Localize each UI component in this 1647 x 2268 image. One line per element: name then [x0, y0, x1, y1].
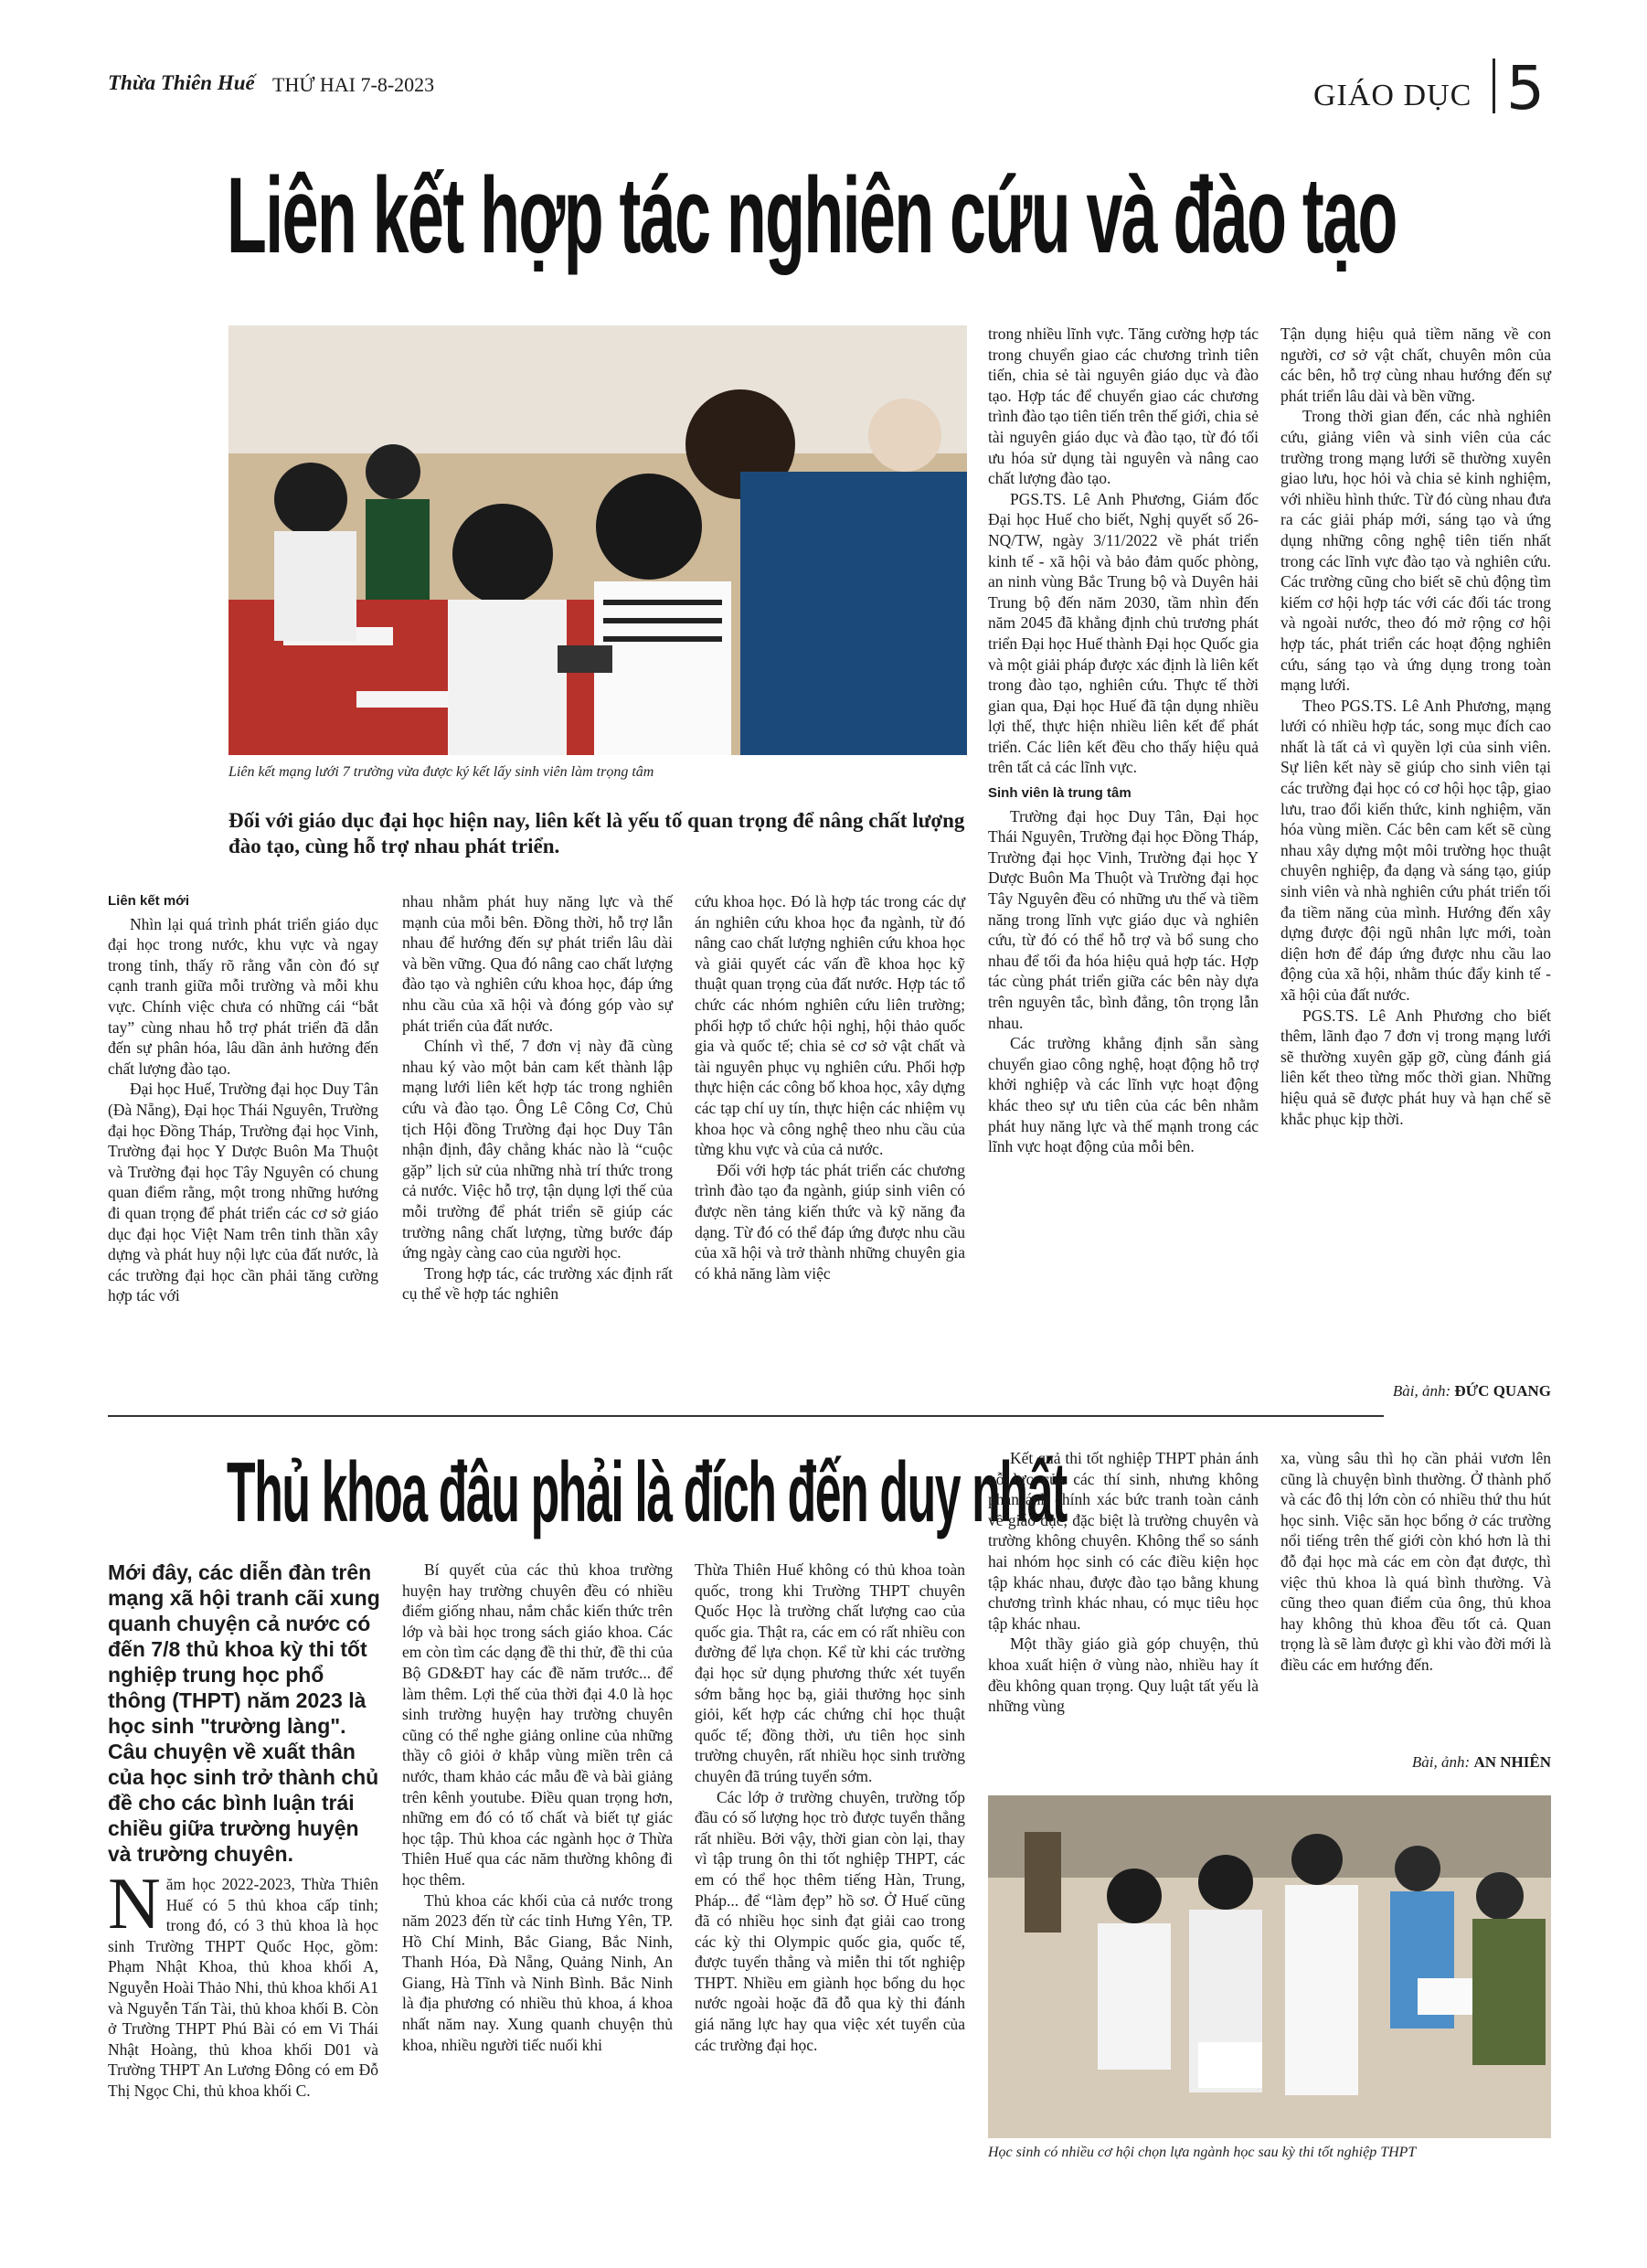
issue-date: THỨ HAI 7-8-2023	[272, 73, 435, 96]
paragraph: xa, vùng sâu thì họ cần phải vươn lên cũng là chuyện bình thường. Ở thành phố và các đô thị lớn còn có nhiều thứ thu hút học sinh. Việc săn học bổng ở các trường nổi tiếng trên thế giới còn khó hơn là thi đỗ đại học mà các em còn đạt được, thì việc thủ khoa là quá bình thường. Và cũng theo quan điểm của ông, thủ khoa hay không thủ khoa đều tốt cả. Quan trọng là sẽ làm được gì khi vào đời mới là điều các em hướng đến.	[1280, 1449, 1551, 1674]
article2-photo	[988, 1795, 1551, 2138]
article1-column-3	[695, 891, 965, 1283]
article1-headline: Liên kết hợp tác nghiên cứu và đào tạo	[227, 156, 1397, 276]
paragraph: Thừa Thiên Huế không có thủ khoa toàn quốc, trong khi Trường THPT chuyên Quốc Học là trường chất lượng cao của quốc gia. Thật ra, các em có rất nhiều con đường để lựa chọn. Kể từ khi các trường đại học sử dụng phương thức xét tuyển sớm bằng học bạ, giải thưởng học sinh giỏi, kết hợp các chứng chỉ học thuật quốc tế; đồng thời, ưu tiên học sinh trường chuyên, rất nhiều học sinh trường chuyên đã trúng tuyển sớm.	[695, 1560, 965, 1785]
paragraph: Nhìn lại quá trình phát triển giáo dục đại học trong nước, khu vực và ngay trong tỉnh, thấy rõ rằng vẫn còn đó sự cạnh tranh giữa mỗi trường và mỗi khu vực. Chính việc chưa có những cái “bắt tay” cùng nhau hỗ trợ phát triển đã dẫn đến sự phân hóa, lâu dần ảnh hưởng đến chất lượng đào tạo.	[108, 914, 378, 1078]
paragraph: Các lớp ở trường chuyên, trường tốp đầu có số lượng học trò được tuyển thẳng rất nhiều. Bởi vậy, thời gian còn lại, thay vì tập trung ôn thi tốt nghiệp THPT, các em có thể học thêm tiếng Hàn, Trung, Pháp... để “làm đẹp” hồ sơ. Ở Huế cũng đã có nhiều học sinh đạt giải cao trong các kỳ thi Olympic quốc gia, quốc tế, được tuyển thẳng và miễn thi tốt nghiệp THPT. Nhiều em giành học bổng du học nước ngoài hoặc đã đỗ qua kỳ thi đánh giá năng lực hay qua việc xét tuyển của các trường đại học.	[695, 1787, 965, 2054]
paragraph: Đối với hợp tác phát triển các chương trình đào tạo đa ngành, giúp sinh viên có được nền tảng kiến thức và kỹ năng đa dạng. Từ đó có thể đáp ứng được nhu cầu của xã hội và trở thành những chuyên gia có khả năng làm việc	[695, 1160, 965, 1283]
article1-column-1	[108, 891, 378, 1306]
paragraph: nhau nhằm phát huy năng lực và thế mạnh của mỗi bên. Đồng thời, hỗ trợ lẫn nhau để hướng đến sự phát triển lâu dài và bền vững. Qua đó nâng cao chất lượng đào tạo và nghiên cứu khoa học, đáp ứng nhu cầu của xã hội và đóng góp vào sự phát triển của đất nước.	[402, 892, 673, 1035]
article1-photo-caption: Liên kết mạng lưới 7 trường vừa được ký kết lấy sinh viên làm trọng tâm	[228, 764, 654, 780]
article1-column-2	[402, 891, 673, 1304]
byline-prefix: Bài, ảnh:	[1392, 1382, 1451, 1400]
article1-subhead-2: Sinh viên là trung tâm	[988, 785, 1132, 802]
article1-subhead-1: Liên kết mới	[108, 893, 190, 909]
article2-column-2	[402, 1560, 673, 2055]
article1-column-5	[1280, 324, 1551, 1129]
paragraph: trong nhiều lĩnh vực. Tăng cường hợp tác trong chuyển giao các chương trình tiên tiến, chia sẻ tài nguyên giáo dục và đào tạo. Hợp tác để chuyển giao các chương trình đào tạo tiên tiến trên thế giới, chia sẻ tài nguyên giáo dục và đào tạo, từ đó tối ưu hóa sử dụng tài nguyên và nâng cao chất lượng đào tạo.	[988, 325, 1259, 488]
paragraph: Trường đại học Duy Tân, Đại học Thái Nguyên, Trường đại học Đồng Tháp, Trường đại học Vinh, Trường đại học Y Dược Buôn Ma Thuột và Trường đại học Tây Nguyên đều có những ưu thế và tiềm năng trong lĩnh vực giáo dục và nghiên cứu, từ đó có thể hỗ trợ và bổ sung cho nhau để tối đa hóa hiệu quả hợp tác. Hợp tác cùng phát triển giữa các bên này dựa trên nguyên tắc, bình đẳng, tôn trọng lẫn nhau.	[988, 806, 1259, 1032]
article1-byline	[1280, 1382, 1551, 1400]
paragraph: PGS.TS. Lê Anh Phương cho biết thêm, lãnh đạo 7 đơn vị trong mạng lưới sẽ thường xuyên gặp gỡ, cùng đánh giá liên kết theo từng mốc thời gian. Những hiệu quả sẽ được phát huy và hạn chế sẽ khắc phục kịp thời.	[1280, 1006, 1551, 1128]
byline-author: ĐỨC QUANG	[1454, 1382, 1551, 1400]
article2-headline: Thủ khoa đâu phải là đích đến duy nhất	[227, 1445, 1067, 1540]
paragraph: Kết quả thi tốt nghiệp THPT phản ánh nỗ lực của các thí sinh, nhưng không phản ánh chính xác bức tranh toàn cảnh về giáo dục, đặc biệt là trường chuyên và trường không chuyên. Không thể so sánh hai nhóm học sinh có các điều kiện học tập khác nhau, được đào tạo bằng khung chương trình khác nhau, có mục tiêu học tập khác nhau.	[988, 1449, 1259, 1633]
article2-column-1	[108, 1864, 378, 2102]
paragraph: PGS.TS. Lê Anh Phương, Giám đốc Đại học Huế cho biết, Nghị quyết số 26-NQ/TW, ngày 3/11/2022 về phát triển kinh tế - xã hội và bảo đảm quốc phòng, an ninh vùng Bắc Trung bộ và Duyên hải Trung bộ đến năm 2030, tầm nhìn đến năm 2045 đã khẳng định chủ trương phát triển Đại học Huế thành Đại học Quốc gia và một giải pháp được xác định là liên kết trong đào tạo, nghiên cứu. Thực tế thời gian qua, Đại học Huế đã tận dụng nhiều lợi thế, thực hiện nhiều liên kết để phát triển. Các liên kết đều cho thấy hiệu quả trên tất cả các lĩnh vực.	[988, 489, 1259, 777]
paragraph-text: ăm học 2022-2023, Thừa Thiên Huế có 5 thủ khoa cấp tỉnh; trong đó, có 3 thủ khoa là học sinh Trường THPT Quốc Học, gồm: Phạm Nhật Khoa, thủ khoa khối A, Nguyễn Hoài Thảo Nhi, thủ khoa khối A1 và Nguyễn Tấn Tài, thủ khoa khối B. Còn ở Trường THPT Phú Bài có em Vi Thái Nhật Hoàng, thủ khoa khối D01 và Trường THPT An Lương Đông có em Đỗ Thị Ngọc Chi, thủ khoa khối C.	[108, 1875, 378, 2100]
article1-photo	[228, 325, 967, 755]
article2-column-4	[988, 1448, 1259, 1717]
exam-students-photo-illustration	[988, 1795, 1551, 2138]
publication-name: Thừa Thiên Huế	[108, 71, 255, 94]
paragraph: Bí quyết của các thủ khoa trường huyện hay trường chuyên đều có nhiều điểm giống nhau, nắm chắc kiến thức trên lớp và bài học trong sách giáo khoa. Các em còn tìm các dạng đề thi thử, đề thi của Bộ GD&ĐT hay các đề năm trước... để làm thêm. Lợi thế của thời đại 4.0 là học sinh trường huyện hay trường chuyên cũng có thể nghe giảng online của những thầy cô giỏi ở khắp vùng miền trên cả nước, tham khảo các mẫu đề và bài giảng trên kênh youtube. Điều quan trọng hơn, những em đó có tố chất và biết tự giác học tập. Thủ khoa các ngành học ở Thừa Thiên Huế qua các năm thường không đi học thêm.	[402, 1560, 673, 1889]
byline-author: AN NHIÊN	[1473, 1753, 1551, 1771]
article2-column-3	[695, 1560, 965, 2055]
paragraph: Chính vì thế, 7 đơn vị này đã cùng nhau ký vào một bản cam kết thành lập mạng lưới liên kết hợp tác trong nghiên cứu và đào tạo. Ông Lê Công Cơ, Chủ tịch Hội đồng Trường đại học Duy Tân nhận định, đây chẳng khác nào là “cuộc gặp” lịch sử của những nhà trí thức trong cả nước. Việc hỗ trợ, tận dụng lợi thế của mỗi trường để phát triển sẽ giúp các trường nâng chất lượng, từng bước đáp ứng ngày càng cao của người học.	[402, 1037, 673, 1262]
paragraph: Một thầy giáo già góp chuyện, thủ khoa xuất hiện ở vùng nào, nhiều hay ít đều không quan trọng. Quy luật tất yếu là những vùng	[988, 1634, 1259, 1716]
section-name: GIÁO DỤC	[1313, 79, 1472, 112]
paragraph: Thủ khoa các khối của cả nước trong năm 2023 đến từ các tỉnh Hưng Yên, TP. Hồ Chí Minh, Bắc Giang, Bắc Ninh, Thanh Hóa, Đà Nẵng, Quảng Ninh, An Giang, Hà Tĩnh và Ninh Bình. Bắc Ninh là địa phương có nhiều thủ khoa, á khoa nhất năm nay. Xung quanh chuyện thủ khoa, nhiều người tiếc nuối khi	[402, 1890, 673, 2054]
paragraph: Đại học Huế, Trường đại học Duy Tân (Đà Nẵng), Đại học Thái Nguyên, Trường đại học Đồng Tháp, Trường đại học Vinh, Trường đại học Y Dược Buôn Ma Thuột và Trường đại học Tây Nguyên có chung quan điểm rằng, một trong những hướng đi quan trọng để phát triển các cơ sở giáo dục đại học Việt Nam trên tinh thần xây dựng và phát huy nội lực của đất nước, là các trường đại học cần phải tăng cường hợp tác với	[108, 1080, 378, 1305]
page-number: 5	[1506, 53, 1545, 123]
paragraph: Tận dụng hiệu quả tiềm năng về con người, cơ sở vật chất, chuyên môn của các bên, hỗ trợ cùng nhau hướng đến sự phát triển lâu dài và bền vững.	[1280, 325, 1551, 405]
byline-prefix: Bài, ảnh:	[1411, 1753, 1471, 1771]
article-separator	[108, 1415, 1384, 1417]
article2-photo-caption: Học sinh có nhiều cơ hội chọn lựa ngành học sau kỳ thi tốt nghiệp THPT	[988, 2145, 1417, 2160]
paragraph: Trong thời gian đến, các nhà nghiên cứu, giảng viên và sinh viên của các trường trong mạng lưới sẽ thường xuyên giao lưu, học hỏi và chia sẻ kinh nghiệm, với nhiều hình thức. Từ đó cùng nhau đưa ra các giải pháp mới, sáng tạo và ứng dụng những công nghệ tiên tiến nhất trong các lĩnh vực đào tạo và nghiên cứu. Các trường cũng cho biết sẽ chủ động tìm kiếm cơ hội hợp tác với các đối tác trong và ngoài nước, theo đó mở rộng cơ hội hợp tác, phát triển các hoạt động nghiên cứu, sáng tạo và ứng dụng trong toàn mạng lưới.	[1280, 407, 1551, 695]
article2-column-5	[1280, 1448, 1551, 1676]
paragraph: Trong hợp tác, các trường xác định rất cụ thể về hợp tác nghiên	[402, 1263, 673, 1304]
paragraph	[108, 1864, 378, 2102]
article2-lead: Mới đây, các diễn đàn trên mạng xã hội tranh cãi xung quanh chuyện cả nước có đến 7/8 thủ khoa kỳ thi tốt nghiệp trung học phổ thông (THPT) năm 2023 là học sinh "trường làng". Câu chuyện về xuất thân của học sinh trở thành chủ đề cho các bình luận trái chiều giữa trường huyện và trường chuyên.	[108, 1560, 380, 1866]
paragraph: Các trường khẳng định sẵn sàng chuyển giao công nghệ, hoạt động hỗ trợ khởi nghiệp và các lĩnh vực hoạt động khác theo sự ưu tiên của các bên nhằm phát huy năng lực và thế mạnh trong các lĩnh vực hoạt động của mỗi bên.	[988, 1034, 1259, 1156]
paragraph: Theo PGS.TS. Lê Anh Phương, mạng lưới có nhiều hợp tác, song mục đích cao nhất là tất cả vì quyền lợi của sinh viên. Sự liên kết này sẽ giúp cho sinh viên tại các trường đại học có cơ hội học tập, giao lưu, trao đổi kiến thức, kinh nghiệm, văn hóa vùng miền. Các bên cam kết sẽ cùng nhau xây dựng một môi trường học thuật chuyên nghiệp, đa dạng và sáng tạo, giúp sinh viên và nhà nghiên cứu phát triển tối đa tiềm năng của mình. Hướng đến xây dựng được đội ngũ nhân lực mới, toàn diện hơn để đáp ứng được nhu cầu lao động của xã hội, nhằm thúc đẩy kinh tế - xã hội của đất nước.	[1280, 696, 1551, 1004]
paragraph: cứu khoa học. Đó là hợp tác trong các dự án nghiên cứu khoa học đa ngành, từ đó nâng cao chất lượng nghiên cứu khoa học và giải quyết các vấn đề khoa học kỹ thuật quan trọng của đất nước. Hợp tác tổ chức các nhóm nghiên cứu liên trường; phối hợp tổ chức hội nghị, hội thảo quốc gia và quốc tế; chia sẻ cơ sở vật chất và tài nguyên phục vụ nghiên cứu. Phối hợp thực hiện các công bố khoa học, xây dựng các tạp chí uy tín, thực hiện các nhiệm vụ khoa học và công nghệ theo nhu cầu của từng khu vực và của cả nước.	[695, 892, 965, 1159]
header-divider	[1493, 59, 1495, 113]
students-photo-illustration	[228, 325, 967, 755]
article1-lead: Đối với giáo dục đại học hiện nay, liên kết là yếu tố quan trọng để nâng chất lượng đào tạo, cùng hỗ trợ nhau phát triển.	[228, 809, 965, 857]
article2-byline	[1280, 1753, 1551, 1772]
drop-cap: N	[108, 1864, 161, 1944]
article1-column-4	[988, 324, 1259, 1157]
